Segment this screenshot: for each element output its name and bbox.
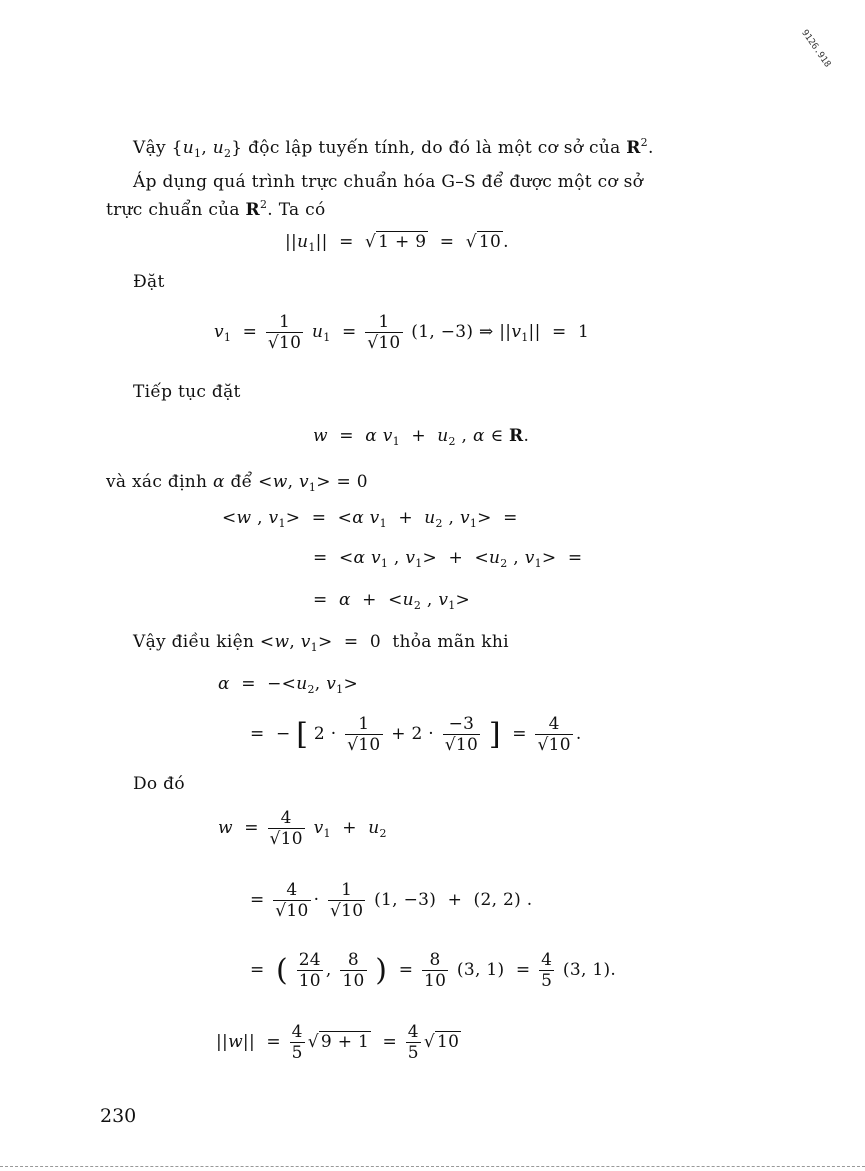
label-do-do: Do đó — [133, 774, 185, 794]
page-number: 230 — [100, 1105, 137, 1127]
equation-norm-w: ||w|| = $\frac{4}{5}$ √ 9 + 1 = $\frac{4}{5}$ √ 10 — [216, 1022, 460, 1063]
page-bottom-edge — [0, 1166, 865, 1167]
equation-inner-3: = $\alpha + <u_2$ , $v_1>$ — [313, 590, 471, 612]
text-vay-dieu-kien: Vậy điều kiện <w, $v_1> = 0$ thỏa mãn khi — [133, 632, 509, 654]
label-dat: Đặt — [133, 272, 165, 292]
equation-v1: $v_1$ = $\frac{1}{√10}$ $u_1$ = $\frac{1}{√10}$ (1, −3) ⇒ $||v_1|| = 1$ — [214, 312, 590, 353]
label-tiep-tuc-dat: Tiếp tục đặt — [133, 382, 241, 402]
equation-alpha-1: $\alpha = -<u_2$, $v_1>$ — [218, 674, 358, 696]
equation-w-def: w = α $v_1 + u_2$ , α ∈ R. — [313, 426, 530, 448]
equation-w-2: = $\frac{4}{√10}$ · $\frac{1}{√10}$ (1, −3) + (2, 2) . — [250, 880, 533, 921]
equation-w-1: w = $\frac{4}{√10}$ $v_1 + u_2$ — [218, 808, 387, 849]
text-line-3: trực chuẩn của $R^2$. Ta có — [106, 198, 326, 220]
text-line-1: Vậy {$u_1$, $u_2$} độc lập tuyến tính, do đó là một cơ sở của $R^2$. — [133, 136, 654, 160]
text-line-2: Áp dụng quá trình trực chuẩn hóa G–S để được một cơ sở — [133, 172, 644, 192]
text-va-xac-dinh: và xác định α để <w, $v_1> = 0$ — [106, 472, 368, 494]
equation-w-3: = ( $\frac{24}{10}$ , $\frac{8}{10}$ ) = $\frac{8}{10}$ (3, 1) = $\frac{4}{5}$ (3, 1). — [250, 950, 617, 991]
equation-alpha-2: = − [ 2 · $\frac{1}{√10}$ + 2 · $\frac{-3}{√10}$ ] = $\frac{4}{√10}$ . — [250, 714, 582, 755]
library-stamp: 9126.918 — [799, 28, 833, 70]
equation-norm-u1: $||u_1||$ = √ 1 + 9 = √ 10 . — [285, 232, 509, 254]
equation-inner-2: = <α $v_1$ , $v_1> + <u_2$ , $v_1>$ = — [313, 548, 583, 570]
equation-inner-1: <w , $v_1> = <\alpha$ $v_1 + u_2$ , $v_1>$ = — [222, 508, 518, 530]
